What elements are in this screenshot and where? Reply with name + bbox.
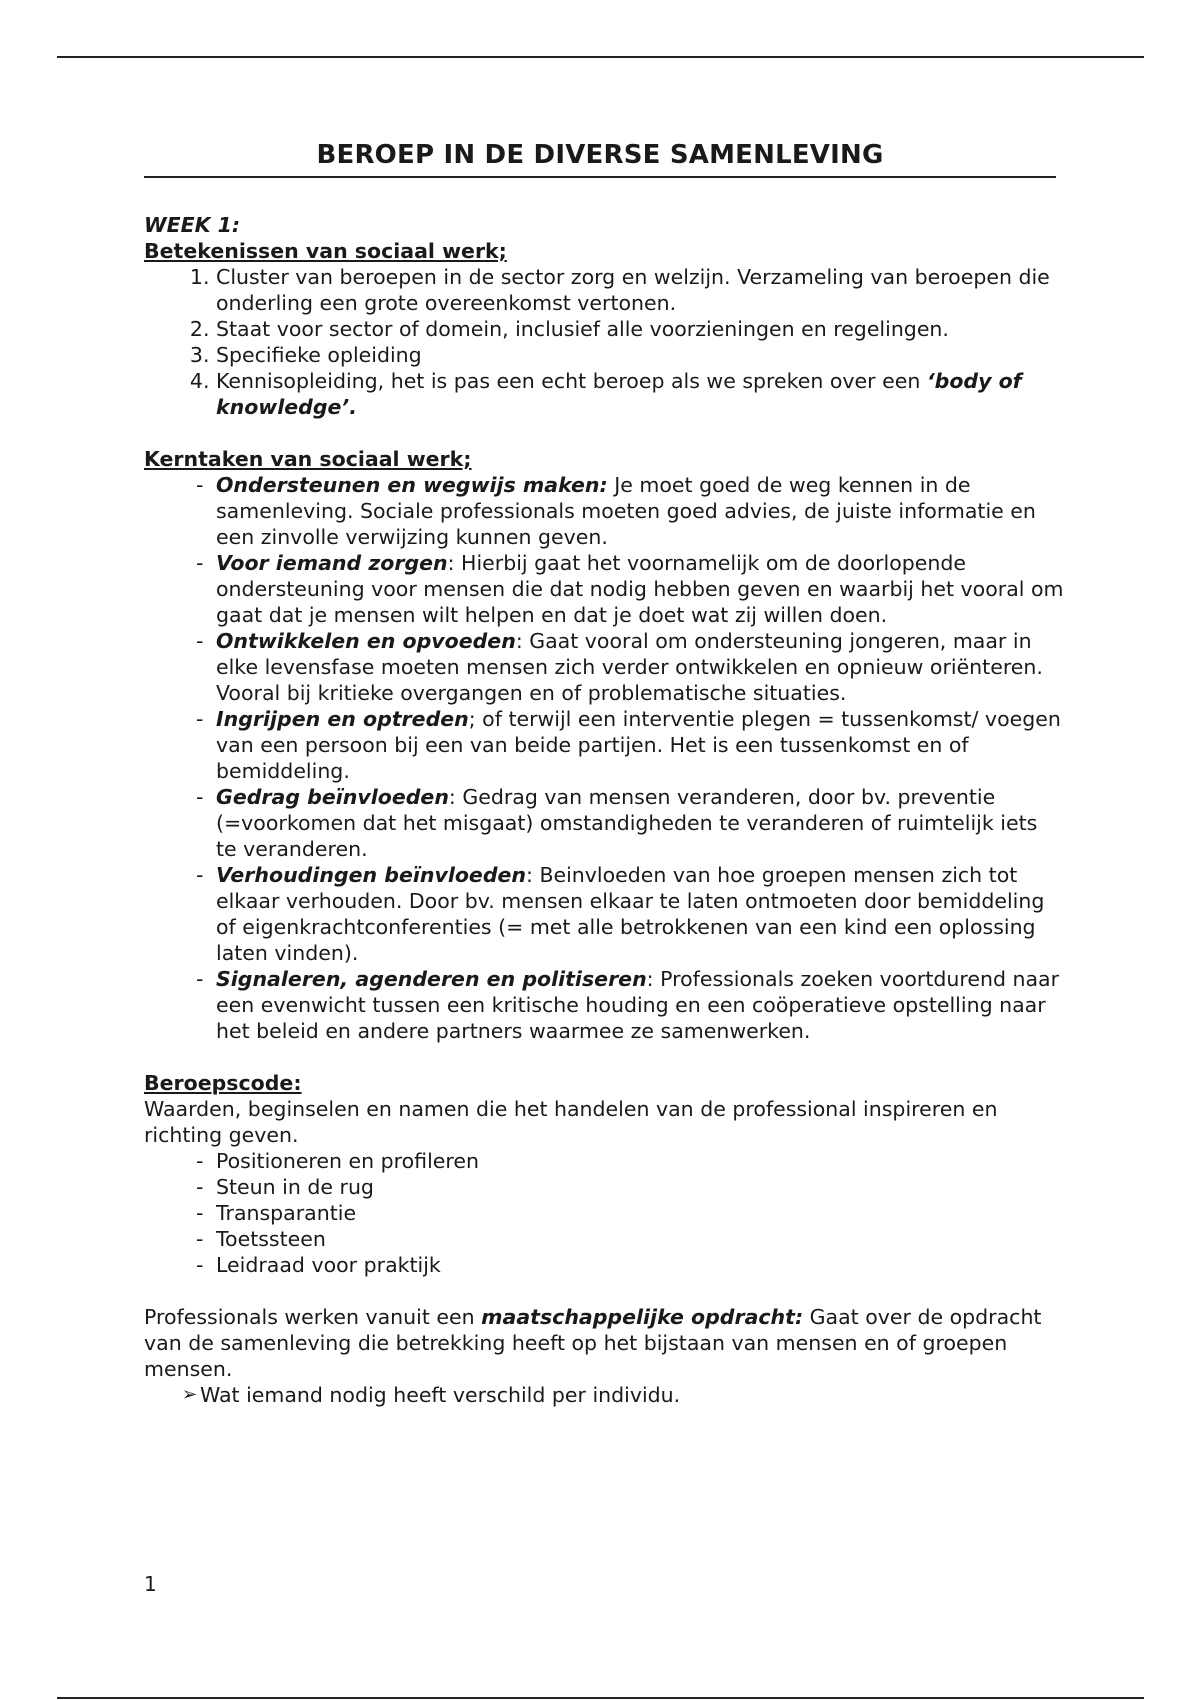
kerntaak-term: Gedrag beïnvloeden [216,785,449,809]
header-rule [57,56,1144,58]
paragraph-text: Gaat over de opdracht van de samenleving die betrekking heeft op het bijstaan van mensen en of groepen mensen. [144,1305,1042,1381]
kerntaak-text: Je moet goed de weg kennen in de samenleving. Sociale professionals moeten goed advies, de juiste informatie en een zinvolle verwijzing kunnen geven. [216,473,1036,549]
section-heading-beroepscode: Beroepscode: [144,1071,302,1095]
kerntaak-text: : Gaat vooral om ondersteuning jongeren, maar in elke levensfase moeten mensen zich verder ontwikkelen en opnieuw oriënteren. Vooral bij kritieke overgangen en of problematische situaties. [216,629,1043,705]
list-item: - Toetssteen [196,1227,326,1251]
list-item-text: Leidraad voor praktijk [216,1253,441,1277]
section-heading-betekenissen: Betekenissen van sociaal werk; [144,239,507,263]
list-item: - Signaleren, agenderen en politiseren: Professionals zoeken voortdurend naar een evenwicht tussen een kritische houding en een coöperatieve opstelling naar het beleid en andere partners waarmee ze samenwerken. [196,967,1060,1043]
kerntaak-text: ; of terwijl een interventie plegen = tussenkomst/ voegen van een persoon bij een van beide partijen. Het is een tussenkomst en of bemiddeling. [216,707,1061,783]
list-item [216,368,1064,420]
list-item: - Gedrag beïnvloeden: Gedrag van mensen veranderen, door bv. preventie (=voorkomen dat het misgaat) omstandigheden te veranderen of ruimtelijk iets te veranderen. [196,785,1038,861]
opdracht-paragraph [144,1304,1064,1382]
kerntaak-term: Signaleren, agenderen en politiseren [216,967,647,991]
kerntaak-term: Ontwikkelen en opvoeden [216,629,516,653]
beroepscode-intro: Waarden, beginselen en namen die het handelen van de professional inspireren en richting geven. [144,1097,998,1147]
kerntaak-term: Ingrijpen en optreden [216,707,469,731]
kerntaak-text: : Beinvloeden van hoe groepen mensen zich tot elkaar verhouden. Door bv. mensen elkaar te laten ontmoeten door bemiddeling of eigenkrachtconferenties (= met alle betrokkenen van een kind een oplossing laten vinden). [216,863,1045,965]
opdracht-arrow-list [144,1382,1064,1408]
kerntaak-term: Ondersteunen en wegwijs maken: [216,473,608,497]
list-item: - Steun in de rug [196,1175,374,1199]
list-item-text: Kennisopleiding, het is pas een echt beroep als we spreken over een [216,369,921,393]
list-item: - Transparantie [196,1201,357,1225]
kerntaken-list [144,472,1064,1044]
week-label: WEEK 1: [144,213,241,237]
footer-rule [57,1697,1144,1699]
list-item: - Positioneren en profileren [196,1149,479,1173]
list-item: - Ingrijpen en optreden; of terwijl een interventie plegen = tussenkomst/ voegen van een persoon bij een van beide partijen. Het is een tussenkomst en of bemiddeling. [196,707,1061,783]
document-body [144,212,1064,1408]
kerntaak-text: : Gedrag van mensen veranderen, door bv. preventie (=voorkomen dat het misgaat) omstandigheden te veranderen of ruimtelijk iets te veranderen. [216,785,1038,861]
betekenissen-list [144,264,1064,420]
list-item: - Ontwikkelen en opvoeden: Gaat vooral om ondersteuning jongeren, maar in elke levensfase moeten mensen zich verder ontwikkelen en opnieuw oriënteren. Vooral bij kritieke overgangen en of problematische situaties. [196,629,1043,705]
page-number: 1 [144,1572,157,1596]
section-heading-kerntaken: Kerntaken van sociaal werk; [144,447,472,471]
paragraph-term: maatschappelijke opdracht: [481,1305,804,1329]
list-item: 1. Cluster van beroepen in de sector zorg en welzijn. Verzameling van beroepen die onderling een grote overeenkomst vertonen. [216,264,1064,316]
list-item-text: Positioneren en profileren [216,1149,479,1173]
list-item: 3. Specifieke opleiding [216,342,1064,368]
list-item: - Leidraad voor praktijk [196,1253,441,1277]
list-item: - Ondersteunen en wegwijs maken: Je moet goed de weg kennen in de samenleving. Sociale professionals moeten goed advies, de juiste informatie en een zinvolle verwijzing kunnen geven. [196,473,1036,549]
beroepscode-list [144,1148,1064,1278]
list-item-text: Toetssteen [216,1227,326,1251]
list-item: - Verhoudingen beïnvloeden: Beinvloeden van hoe groepen mensen zich tot elkaar verhouden. Door bv. mensen elkaar te laten ontmoeten door bemiddeling of eigenkrachtconferenties (= met alle betrokkenen van een kind een oplossing laten vinden). [196,863,1045,965]
kerntaak-text: : Professionals zoeken voortdurend naar een evenwicht tussen een kritische houding en een coöperatieve opstelling naar het beleid en andere partners waarmee ze samenwerken. [216,967,1060,1043]
paragraph-text: Professionals werken vanuit een [144,1305,482,1329]
kerntaak-term: Verhoudingen beïnvloeden [216,863,527,887]
kerntaak-term: Voor iemand zorgen [216,551,448,575]
list-item-text: Steun in de rug [216,1175,374,1199]
list-item: - Voor iemand zorgen: Hierbij gaat het voornamelijk om de doorlopende ondersteuning voor mensen die dat nodig hebben geven en waarbij het vooral om gaat dat je mensen wilt helpen en dat je doet wat zij willen doen. [196,551,1064,627]
kerntaak-text: : Hierbij gaat het voornamelijk om de doorlopende ondersteuning voor mensen die dat nodig hebben geven en waarbij het vooral om gaat dat je mensen wilt helpen en dat je doet wat zij willen doen. [216,551,1064,627]
list-item-text: Wat iemand nodig heeft verschild per individu. [200,1383,681,1407]
page-title: BEROEP IN DE DIVERSE SAMENLEVING [144,138,1056,178]
list-item-emphasis: ‘body of knowledge’. [216,369,1022,419]
arrow-bullet-icon: ➢ [182,1384,198,1405]
list-item-text: Transparantie [216,1201,357,1225]
list-item: 2. Staat voor sector of domein, inclusief alle voorzieningen en regelingen. [216,316,1064,342]
list-item [182,1382,1064,1408]
